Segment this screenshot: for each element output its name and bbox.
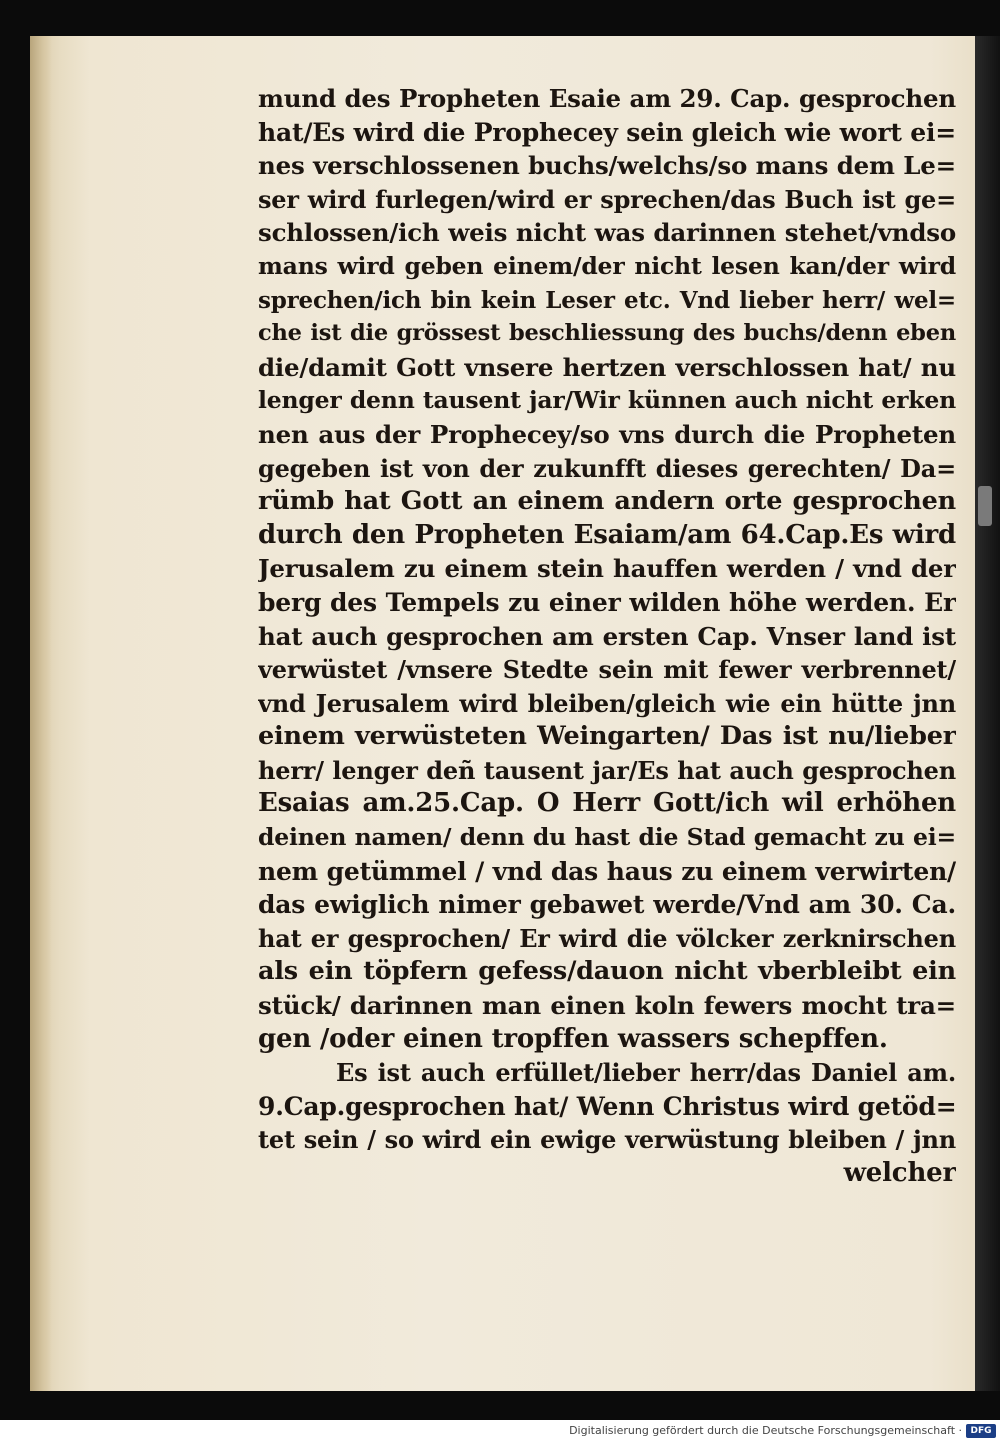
funding-credit: Digitalisierung gefördert durch die Deutsche Forschungsgemeinschaft · xyxy=(569,1424,962,1437)
text-line: 9.Cap.gesprochen hat/ Wenn Christus wird getöd= xyxy=(258,1091,956,1121)
text-line: nem getümmel / vnd das haus zu einem verwirten/ xyxy=(258,856,956,886)
text-line: deinen namen/ denn du hast die Stad gemacht zu ei= xyxy=(258,823,956,852)
text-line: als ein töpfern gefess/dauon nicht vberbleibt ein xyxy=(258,956,956,987)
text-line: lenger denn tausent jar/Wir künnen auch nicht erken xyxy=(258,386,956,415)
text-line: gen /oder einen tropffen wassers schepffen. xyxy=(258,1023,888,1054)
text-line: gegeben ist von der zukunfft dieses gerechten/ Da= xyxy=(258,453,956,483)
text-line: che ist die grössest beschliessung des buchs/denn eben xyxy=(258,320,956,347)
dfg-logo-icon: DFG xyxy=(966,1424,996,1438)
text-line: durch den Propheten Esaiam/am 64.Cap.Es wird xyxy=(258,519,956,550)
text-line: hat/Es wird die Prophecey sein gleich wie wort ei= xyxy=(258,117,956,147)
text-line: schlossen/ich weis nicht was darinnen stehet/vndso xyxy=(258,218,956,248)
text-line: stück/ darinnen man einen koln fewers mocht tra= xyxy=(258,991,956,1021)
text-line: hat auch gesprochen am ersten Cap. Vnser land ist xyxy=(258,621,956,651)
text-line-indented: Es ist auch erfüllet/lieber herr/das Daniel am. xyxy=(336,1058,956,1088)
text-line: berg des Tempels zu einer wilden höhe werden. Er xyxy=(258,587,956,617)
text-line: sprechen/ich bin kein Leser etc. Vnd lieber herr/ wel= xyxy=(258,286,956,314)
text-line: nen aus der Prophecey/so vns durch die Propheten xyxy=(258,419,956,449)
text-line: einem verwüsteten Weingarten/ Das ist nu/lieber xyxy=(258,721,956,752)
page-clip-mark xyxy=(978,486,992,526)
page-text-block xyxy=(258,82,956,1191)
text-line: ser wird furlegen/wird er sprechen/das Buch ist ge= xyxy=(258,184,956,214)
text-line: Jerusalem zu einem stein hauffen werden / vnd der xyxy=(258,554,956,584)
text-line: Esaias am.25.Cap. O Herr Gott/ich wil erhöhen xyxy=(258,788,956,819)
catchword: welcher xyxy=(843,1158,956,1188)
text-line: nes verschlossenen buchs/welchs/so mans dem Le= xyxy=(258,151,956,181)
text-line: tet sein / so wird ein ewige verwüstung bleiben / jnn xyxy=(258,1125,956,1155)
footer-bar xyxy=(0,1420,1000,1444)
text-line: das ewiglich nimer gebawet werde/Vnd am 30. Ca. xyxy=(258,890,956,920)
page-edge xyxy=(975,36,1000,1391)
text-line: die/damit Gott vnsere hertzen verschlossen hat/ nu xyxy=(258,352,956,382)
text-line: mund des Propheten Esaie am 29. Cap. gesprochen xyxy=(258,84,956,113)
text-line: verwüstet /vnsere Stedte sein mit fewer verbrennet/ xyxy=(258,655,956,685)
text-line: vnd Jerusalem wird bleiben/gleich wie ein hütte jnn xyxy=(258,688,956,718)
text-line: mans wird geben einem/der nicht lesen kan/der wird xyxy=(258,251,956,280)
text-line: rümb hat Gott an einem andern orte gesprochen xyxy=(258,486,956,517)
text-line: hat er gesprochen/ Er wird die völcker zerknirschen xyxy=(258,923,956,953)
text-line: herr/ lenger deñ tausent jar/Es hat auch gesprochen xyxy=(258,755,956,785)
